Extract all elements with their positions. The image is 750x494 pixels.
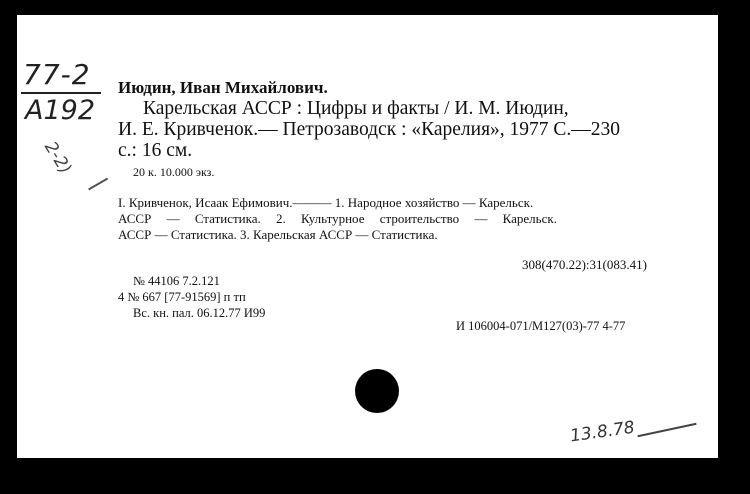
card-number-3: Вс. кн. пал. 06.12.77 И99 <box>133 306 266 320</box>
handwritten-side-stroke <box>88 178 108 190</box>
shelfmark-top: 77-2 <box>23 58 91 91</box>
title-line-3: с.: 16 см. <box>118 140 193 161</box>
shelfmark-bottom: A192 <box>25 95 96 126</box>
tracing-line-3: АССР — Статистика. 3. Карельская АССР — Статистика. <box>118 227 438 242</box>
card-number-1: № 44106 7.2.121 <box>133 274 220 288</box>
tracing-line-1: I. Кривченок, Исаак Ефимович.——— 1. Народное хозяйство — Карельск. <box>118 195 534 210</box>
title-line-1: Карельская АССР : Цифры и факты / И. М. Июдин, <box>143 98 569 119</box>
shelfmark-divider <box>21 92 101 94</box>
author-heading: Июдин, Иван Михайлович. <box>118 78 328 97</box>
price-run: 20 к. 10.000 экз. <box>133 165 215 179</box>
card-number-2: 4 № 667 [77-91569] п тп <box>118 290 246 304</box>
catalog-card <box>17 15 718 458</box>
handwritten-date: 13.8.78 <box>568 417 636 447</box>
tracing-line-2: АССР — Статистика. 2. Культурное строительство — Карельск. <box>118 211 557 226</box>
classification-index: 308(470.22):31(083.41) <box>522 257 647 272</box>
publisher-code: И 106004-071/М127(03)-77 4-77 <box>456 319 626 333</box>
handwritten-signature-stroke <box>637 423 696 437</box>
title-line-2: И. Е. Кривченок.— Петрозаводск : «Карелия», 1977 С.—230 <box>118 119 621 140</box>
punch-hole <box>355 369 399 413</box>
handwritten-side-note: 2-2) <box>40 138 76 178</box>
